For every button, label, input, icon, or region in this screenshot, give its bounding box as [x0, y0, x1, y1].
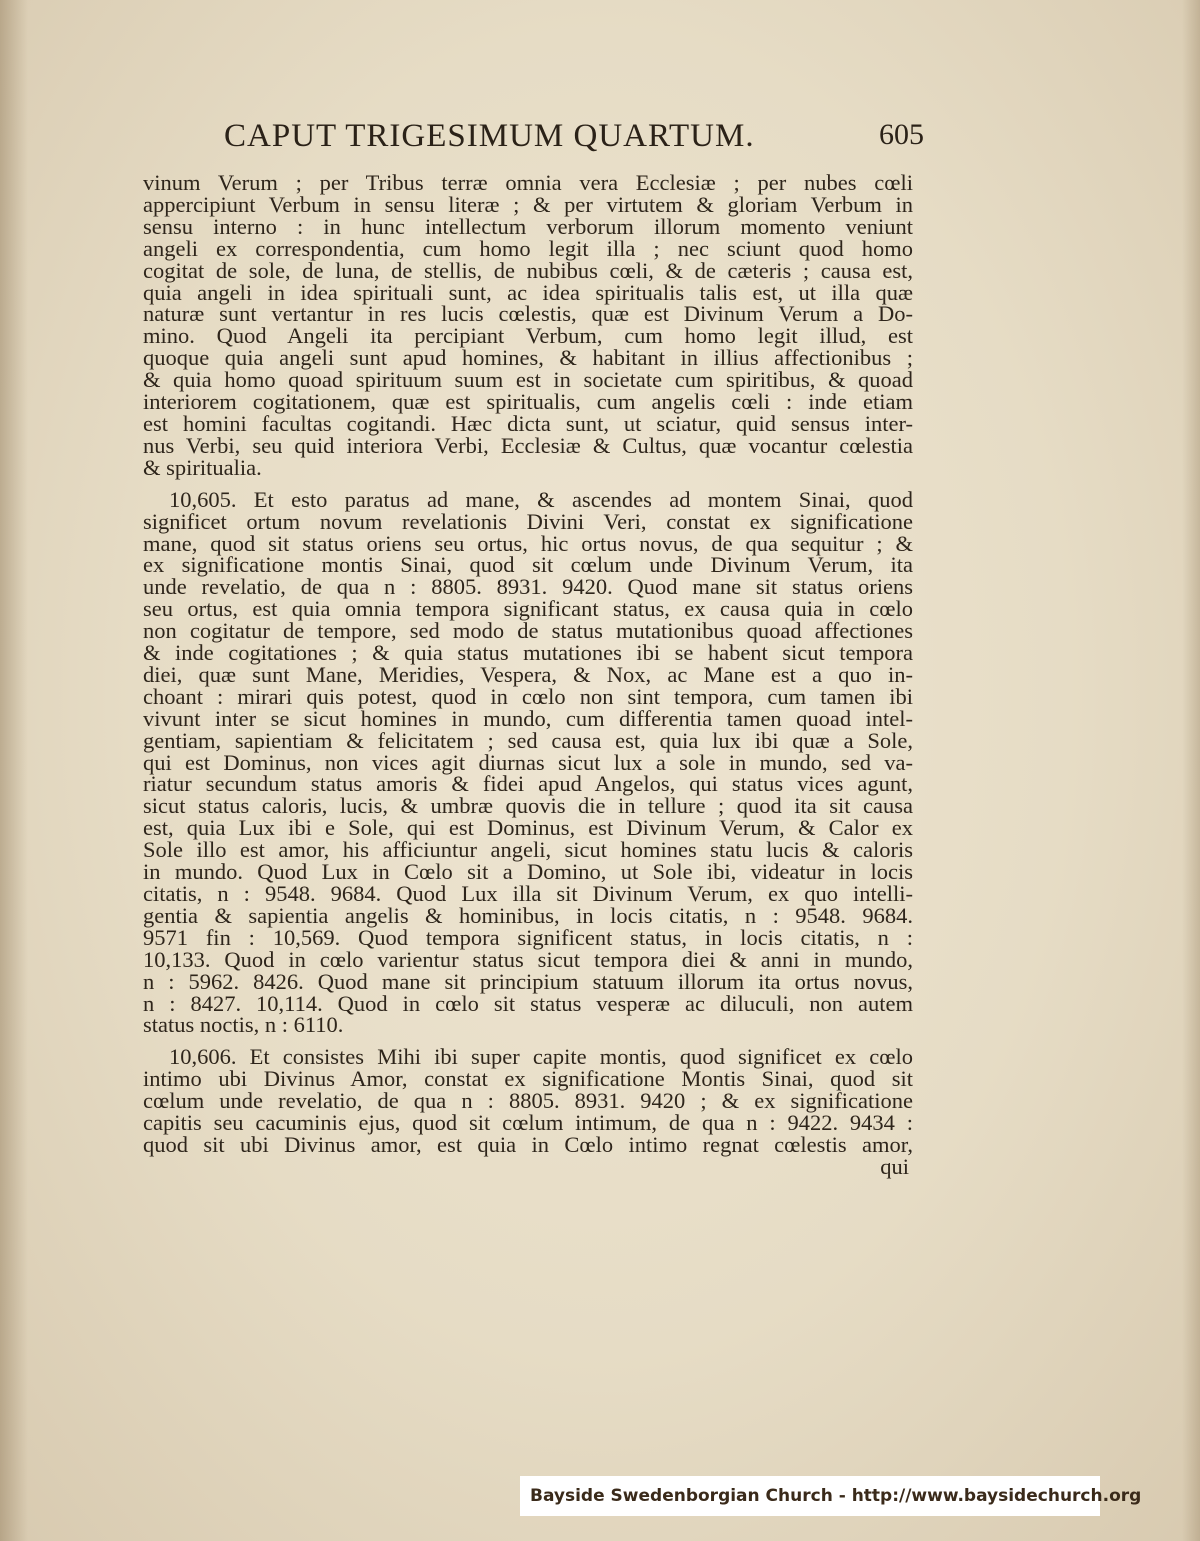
- text-line: vinum Verum ; per Tribus terræ omnia vera Ecclesiæ ; per nubes cœli: [143, 170, 913, 195]
- page-header: [224, 118, 924, 168]
- text-line: diei, quæ sunt Mane, Meridies, Vespera, & Nox, ac Mane est a quo in-: [143, 661, 913, 687]
- text-line: cogitat de sole, de luna, de stellis, de nubibus cœli, & de cæteris ; causa est,: [143, 257, 913, 283]
- text-line: significet ortum novum revelationis Divini Veri, constat ex significatione: [143, 508, 913, 534]
- page-number: 605: [879, 118, 924, 151]
- text-line: angeli ex correspondentia, cum homo legit illa ; nec sciunt quod homo: [143, 235, 913, 261]
- text-line: sicut status caloris, lucis, & umbræ quovis die in tellure ; quod ita sit causa: [143, 793, 913, 819]
- text-line: cœlum unde revelatio, de qua n : 8805. 8931. 9420 ; & ex significatione: [143, 1088, 913, 1114]
- text-line: quoque quia angeli sunt apud homines, & habitant in illius affectionibus ;: [143, 345, 913, 371]
- text-line: capitis seu cacuminis ejus, quod sit cœlum intimum, de qua n : 9422. 9434 :: [143, 1110, 913, 1136]
- text-line: naturæ sunt vertantur in res lucis cœlestis, quæ est Divinum Verum a Do-: [143, 301, 913, 327]
- text-line: quia angeli in idea spirituali sunt, ac idea spiritualis talis est, ut illa quæ: [143, 279, 913, 305]
- text-line: vivunt inter se sicut homines in mundo, cum differentia tamen quoad intel-: [143, 705, 913, 731]
- text-line: & quia homo quoad spirituum suum est in societate cum spiritibus, & quoad: [143, 367, 913, 393]
- text-line: interiorem cogitationem, quæ est spiritualis, cum angelis cœli : inde etiam: [143, 389, 913, 415]
- text-line: nus Verbi, seu quid interiora Verbi, Ecclesiæ & Cultus, quæ vocantur cœlestia: [143, 432, 913, 458]
- page-gutter-shadow: [0, 0, 28, 1541]
- paragraph-10605: [143, 486, 913, 1038]
- text-line: est, quia Lux ibi e Sole, qui est Dominus, est Divinum Verum, & Calor ex: [143, 815, 913, 841]
- text-line: appercipiunt Verbum in sensu literæ ; & per virtutem & gloriam Verbum in: [143, 191, 913, 217]
- text-line: intimo ubi Divinus Amor, constat ex significatione Montis Sinai, quod sit: [143, 1066, 913, 1092]
- text-line: ex significatione montis Sinai, quod sit cœlum unde Divinum Verum, ita: [143, 552, 913, 578]
- page-edge-shadow: [1182, 0, 1200, 1541]
- text-line: n : 5962. 8426. Quod mane sit principium statuum illorum ita ortus novus,: [143, 968, 913, 994]
- text-line: sensu interno : in hunc intellectum verborum illorum momento veniunt: [143, 213, 913, 239]
- text-line: quod sit ubi Divinus amor, est quia in Cœlo intimo regnat cœlestis amor,: [143, 1131, 913, 1157]
- text-line: riatur secundum status amoris & fidei apud Angelos, qui status vices agunt,: [143, 771, 913, 797]
- text-line: gentiam, sapientiam & felicitatem ; sed causa est, quia lux ibi quæ a Sole,: [143, 727, 913, 753]
- text-line: 10,133. Quod in cœlo varientur status sicut tempora diei & anni in mundo,: [143, 946, 913, 972]
- running-title: CAPUT TRIGESIMUM QUARTUM.: [224, 118, 755, 154]
- text-line: & spiritualia.: [143, 454, 262, 480]
- text-line: 10,606. Et consistes Mihi ibi super capite montis, quod significet ex cœlo: [169, 1044, 913, 1070]
- text-line: n : 8427. 10,114. Quod in cœlo sit status vesperæ ac diluculi, non autem: [143, 990, 913, 1016]
- text-line: in mundo. Quod Lux in Cœlo sit a Domino, ut Sole ibi, videatur in locis: [143, 859, 913, 885]
- text-line: mane, quod sit status oriens seu ortus, hic ortus novus, de qua sequitur ; &: [143, 530, 913, 556]
- text-line: mino. Quod Angeli ita percipiant Verbum, cum homo legit illud, est: [143, 323, 913, 349]
- catchword: qui: [880, 1153, 909, 1179]
- text-line: qui est Dominus, non vices agit diurnas sicut lux a sole in mundo, sed va-: [143, 749, 913, 775]
- paragraph-10606: [143, 1046, 913, 1177]
- text-line: Sole illo est amor, his afficiuntur angeli, sicut homines statu lucis & caloris: [143, 837, 913, 863]
- text-line: non cogitatur de tempore, sed modo de status mutationibus quoad affectiones: [143, 618, 913, 644]
- text-line: est homini facultas cogitandi. Hæc dicta sunt, ut sciatur, quid sensus inter-: [143, 410, 913, 436]
- body-text: [143, 172, 913, 1178]
- text-line: unde revelatio, de qua n : 8805. 8931. 9420. Quod mane sit status oriens: [143, 574, 913, 600]
- text-line: seu ortus, est quia omnia tempora significant status, ex causa quia in cœlo: [143, 596, 913, 622]
- text-line: gentia & sapientia angelis & hominibus, in locis citatis, n : 9548. 9684.: [143, 902, 913, 928]
- text-line: choant : mirari quis potest, quod in cœlo non sint tempora, cum tamen ibi: [143, 683, 913, 709]
- text-line: & inde cogitationes ; & quia status mutationes ibi se habent sicut tempora: [143, 640, 913, 666]
- text-line: 9571 fin : 10,569. Quod tempora significent status, in locis citatis, n :: [143, 924, 913, 950]
- watermark-banner: [520, 1476, 1142, 1516]
- paragraph-1: [143, 172, 913, 479]
- watermark-text: Bayside Swedenborgian Church - http://www.baysidechurch.org: [530, 1486, 1142, 1506]
- text-line: citatis, n : 9548. 9684. Quod Lux illa sit Divinum Verum, ex quo intelli-: [143, 881, 913, 906]
- text-line: 10,605. Et esto paratus ad mane, & ascendes ad montem Sinai, quod: [169, 486, 913, 512]
- text-line: status noctis, n : 6110.: [143, 1012, 344, 1038]
